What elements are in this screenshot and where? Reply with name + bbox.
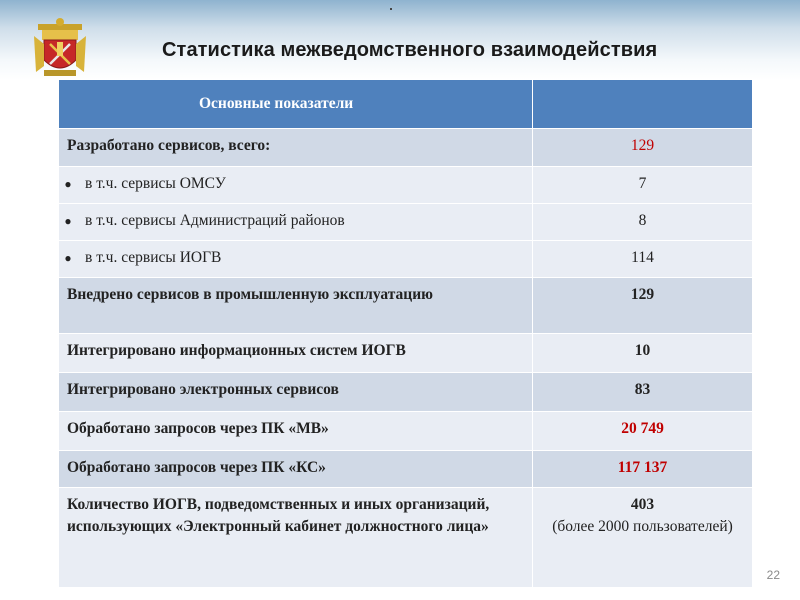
row-label: Внедрено сервисов в промышленную эксплуатацию bbox=[59, 278, 533, 334]
row-label-cell bbox=[59, 167, 533, 204]
table-header-row bbox=[59, 80, 753, 129]
decorative-dot bbox=[390, 8, 392, 10]
row-value: 83 bbox=[533, 373, 753, 412]
row-value: 114 bbox=[533, 241, 753, 278]
row-label: Количество ИОГВ, подведомственных и иных организаций, использующих «Электронный кабинет должностного лица» bbox=[59, 488, 533, 588]
statistics-table bbox=[58, 79, 753, 588]
row-value: 403 bbox=[630, 496, 655, 513]
bullet-icon: ● bbox=[64, 251, 72, 265]
header-label: Основные показатели bbox=[59, 80, 533, 129]
header-value bbox=[533, 80, 753, 129]
row-value: 7 bbox=[533, 167, 753, 204]
table-row bbox=[59, 129, 753, 167]
row-value: 20 749 bbox=[533, 412, 753, 451]
row-value: 8 bbox=[533, 204, 753, 241]
table-row bbox=[59, 241, 753, 278]
table-row bbox=[59, 373, 753, 412]
row-label-cell bbox=[59, 204, 533, 241]
table-row bbox=[59, 334, 753, 373]
table-row bbox=[59, 451, 753, 488]
row-label: в т.ч. сервисы ОМСУ bbox=[85, 175, 226, 192]
table-row bbox=[59, 167, 753, 204]
table-row bbox=[59, 412, 753, 451]
row-value: 129 bbox=[533, 129, 753, 167]
coat-of-arms-icon bbox=[30, 16, 90, 80]
row-value: 10 bbox=[533, 334, 753, 373]
row-label: Обработано запросов через ПК «МВ» bbox=[59, 412, 533, 451]
bullet-icon: ● bbox=[64, 177, 72, 191]
row-value: 129 bbox=[533, 278, 753, 334]
row-value: 117 137 bbox=[533, 451, 753, 488]
row-label: в т.ч. сервисы ИОГВ bbox=[85, 249, 222, 266]
row-label: Обработано запросов через ПК «КС» bbox=[59, 451, 533, 488]
row-value-cell bbox=[533, 488, 753, 588]
bullet-icon: ● bbox=[64, 214, 72, 228]
row-value-note: (более 2000 пользователей) bbox=[552, 518, 733, 535]
page-number: 22 bbox=[766, 568, 780, 582]
table-row bbox=[59, 204, 753, 241]
row-label: Интегрировано электронных сервисов bbox=[59, 373, 533, 412]
row-label-cell bbox=[59, 241, 533, 278]
table-row bbox=[59, 278, 753, 334]
row-label: в т.ч. сервисы Администраций районов bbox=[85, 212, 345, 229]
row-label: Разработано сервисов, всего: bbox=[59, 129, 533, 167]
table-row bbox=[59, 488, 753, 588]
page-title: Статистика межведомственного взаимодействия bbox=[162, 39, 658, 61]
row-label: Интегрировано информационных систем ИОГВ bbox=[59, 334, 533, 373]
